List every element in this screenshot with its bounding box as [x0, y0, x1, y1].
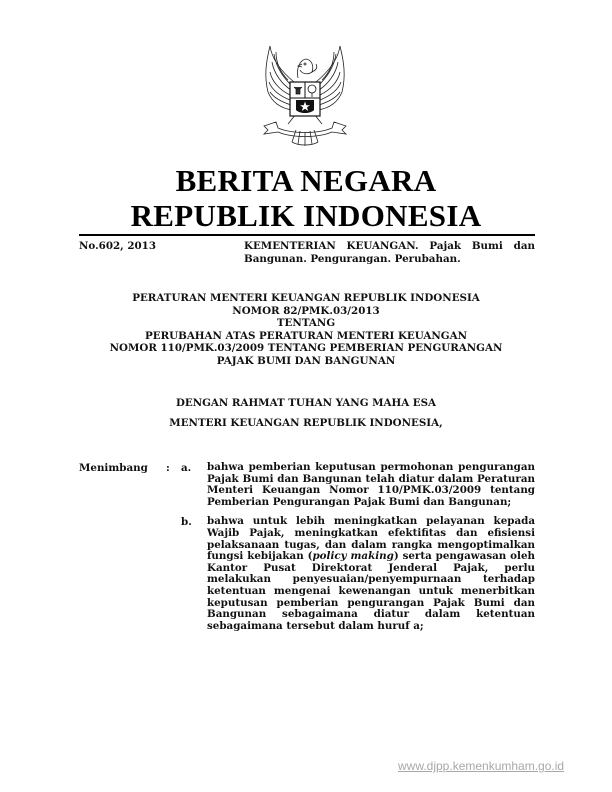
regulation-subject-line: PERUBAHAN ATAS PERATURAN MENTERI KEUANGAN — [144, 329, 467, 342]
regulation-title — [0, 292, 612, 367]
issue-number: No.602, 2013 — [79, 240, 157, 252]
opening-authority: MENTERI KEUANGAN REPUBLIK INDONESIA, — [169, 417, 443, 429]
item-text-part: bahwa untuk lebih meningkatkan pelayanan kepada Wajib Pajak, meningkatkan efektifitas dan efisiensi pelaksanaan tugas, dan dalam rangka mengoptimalkan fungsi kebijakan ( — [207, 515, 535, 563]
considering-section — [79, 462, 535, 632]
considering-item — [79, 462, 535, 508]
opening-invocation: DENGAN RAHMAT TUHAN YANG MAHA ESA — [175, 397, 437, 409]
issue-description: KEMENTERIAN KEUANGAN. Pajak Bumi dan Bangunan. Pengurangan. Perubahan. — [244, 240, 535, 265]
item-text-italic: policy making — [312, 550, 394, 563]
item-text: bahwa pemberian keputusan permohonan pengurangan Pajak Bumi dan Bangunan telah diatur dalam Peraturan Menteri Keuangan Nomor 110/PMK.03/2009 tentang Pemberian Pengurangan Pajak Bumi dan Bangunan; — [207, 461, 535, 508]
item-letter: a. — [181, 462, 192, 474]
item-text-part: ) serta pengawasan oleh Kantor Pusat Direktorat Jenderal Pajak, perlu melakukan penyesuaian/penyempurnaan terhadap ketentuan mengenai kewenangan untuk menerbitkan keputusan pemberian pengurangan Pajak Bumi dan Bangunan sebagaimana diatur dalam ketentuan sebagaimana tersebut dalam huruf a; — [207, 550, 535, 632]
header-divider — [79, 234, 535, 236]
regulation-title-line: PERATURAN MENTERI KEUANGAN REPUBLIK INDONESIA — [132, 292, 480, 304]
garuda-pancasila-emblem-icon — [258, 42, 352, 152]
footer-website-link[interactable]: www.djpp.kemenkumham.go.id — [398, 759, 565, 773]
considering-label: Menimbang — [79, 462, 148, 474]
considering-colon: : — [166, 462, 170, 474]
item-letter: b. — [181, 516, 192, 529]
regulation-number: NOMOR 82/PMK.03/2013 — [232, 304, 380, 317]
item-text — [207, 516, 535, 632]
regulation-subject-line: NOMOR 110/PMK.03/2009 TENTANG PEMBERIAN PENGURANGAN — [109, 342, 503, 354]
regulation-opening — [0, 393, 612, 433]
regulation-about-label: TENTANG — [276, 317, 336, 329]
regulation-subject-line: PAJAK BUMI DAN BANGUNAN — [216, 354, 396, 367]
masthead-title: BERITA NEGARA — [175, 163, 437, 198]
masthead-subtitle: REPUBLIK INDONESIA — [130, 198, 482, 233]
considering-item — [79, 516, 535, 632]
